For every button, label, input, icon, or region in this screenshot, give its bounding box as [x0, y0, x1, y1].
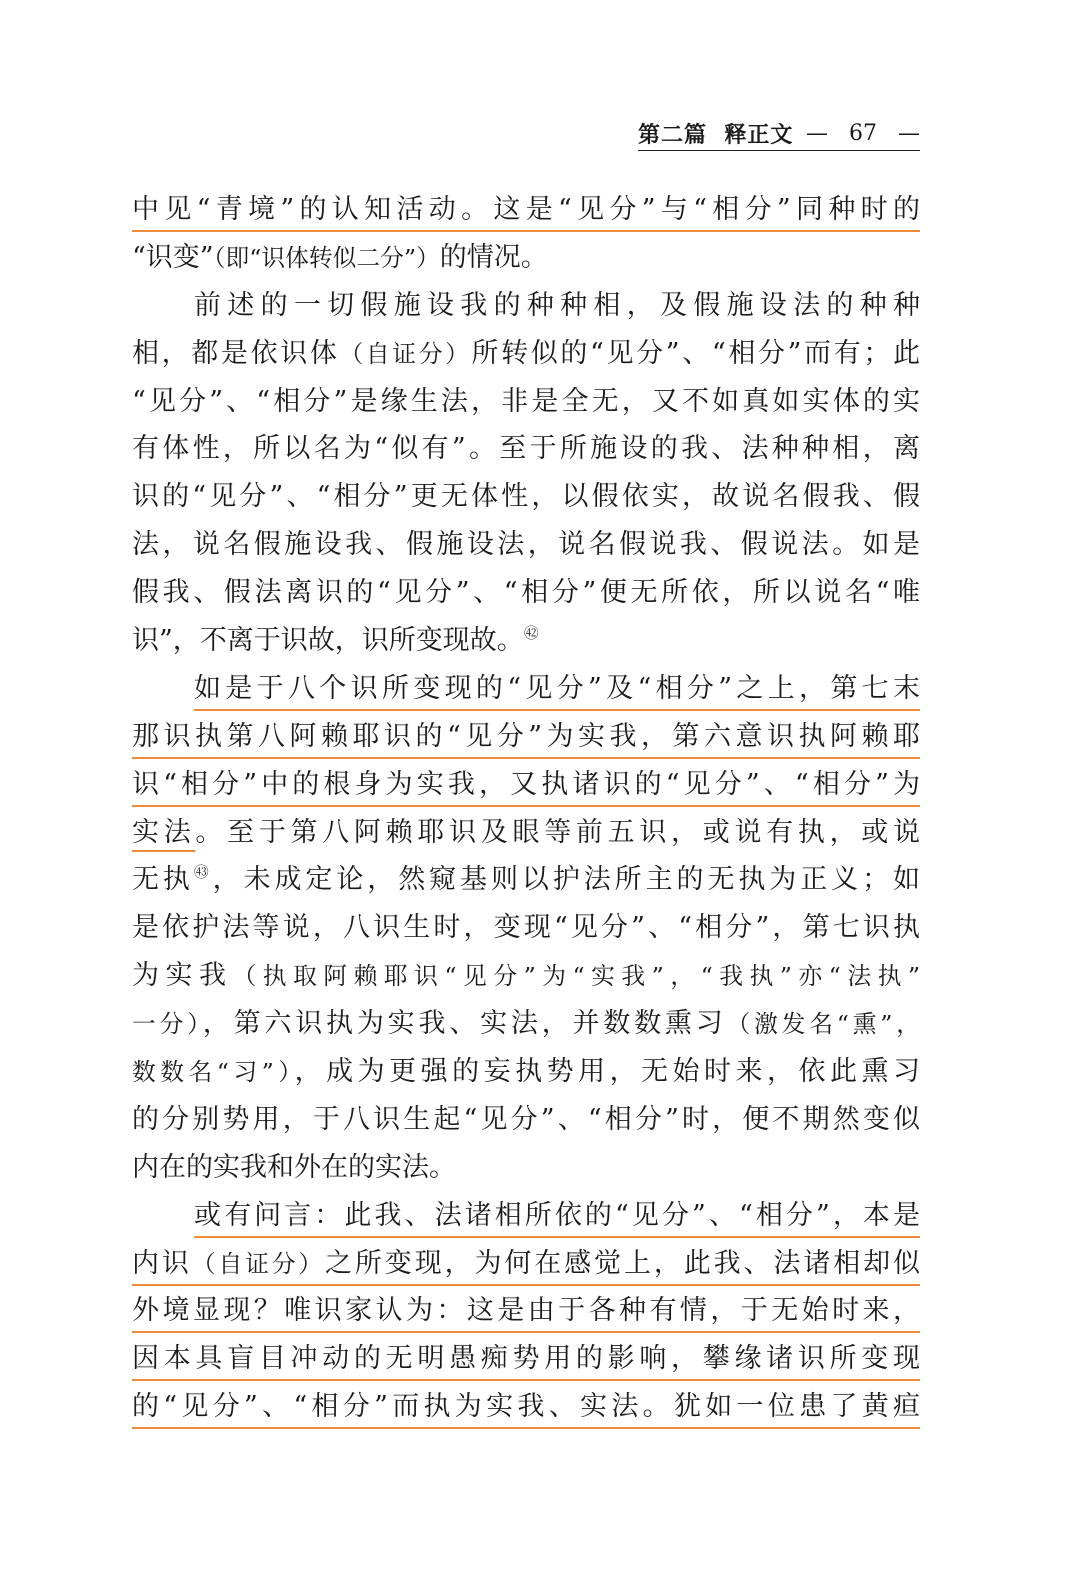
text-segment: 识“相分”中的根身为实我，又执诸识的“见分”、“相分”为 [132, 768, 920, 800]
text-line [132, 425, 920, 473]
text-segment: 中见“青境”的认知活动。这是“见分”与“相分”同种时的 [132, 194, 920, 225]
text-segment: 识的“见分”、“相分”更无体性，以假依实，故说名假我、假 [132, 481, 920, 513]
parenthetical-note: （执取阿赖耶识“见分”为“实我”，“我执”亦“法执” [232, 962, 921, 991]
text-line [132, 521, 920, 569]
text-segment: 如是于八个识所变现的“见分”及“相分”之上，第七末 [194, 672, 920, 704]
text-line [132, 904, 920, 952]
parenthetical-note: 一分） [132, 1010, 203, 1039]
highlight-underline [194, 709, 920, 711]
text-line [132, 1144, 920, 1192]
text-segment: 的情况。 [439, 241, 548, 273]
text-segment: 或有问言：此我、法诸相所依的“见分”、“相分”，本是 [194, 1199, 920, 1231]
highlight-underline [132, 805, 920, 807]
text-line [132, 665, 920, 713]
text-segment: 那识执第八阿赖耶识的“见分”为实我，第六意识执阿赖耶 [132, 720, 920, 752]
text-line [132, 761, 920, 809]
text-line [132, 1192, 920, 1240]
body-text [132, 186, 920, 1431]
text-segment: 是依护法等说，八识生时，变现“见分”、“相分”，第七识执 [132, 912, 920, 944]
text-segment: 法，说名假施设我、假施设法，说名假说我、假说法。如是 [132, 529, 920, 561]
text-line [132, 234, 920, 282]
highlight-underline [132, 757, 920, 759]
text-line [132, 617, 920, 665]
text-line [132, 282, 920, 330]
text-line [132, 952, 920, 1000]
text-segment: 为实我 [132, 960, 233, 992]
text-line [132, 330, 920, 378]
text-line [132, 1335, 920, 1383]
text-segment: 有体性，所以名为“似有”。至于所施设的我、法种种相，离 [132, 433, 920, 465]
text-segment: 假我、假法离识的“见分”、“相分”便无所依，所以说名“唯 [132, 577, 920, 609]
chapter-title: 第二篇 释正文 [638, 121, 794, 148]
highlight-underline [132, 1379, 920, 1381]
text-line [132, 1383, 920, 1431]
highlight-underline [132, 1284, 920, 1286]
text-segment: 相，都是依识体 [132, 337, 340, 369]
text-line [132, 473, 920, 521]
parenthetical-note: （即“识体转似二分”） [213, 243, 440, 272]
parenthetical-note: （激发名“熏”， [726, 1010, 920, 1039]
text-line [132, 186, 920, 234]
parenthetical-note: （自证分） [339, 339, 472, 368]
highlight-underline [132, 1331, 920, 1333]
text-line [132, 1287, 920, 1335]
text-segment: ，第六识执为实我、实法，并数数熏习 [202, 1008, 727, 1040]
text-line [132, 378, 920, 426]
text-line [132, 856, 920, 904]
text-line [132, 1096, 920, 1144]
page-number: — 67 — [806, 120, 920, 146]
text-line [132, 713, 920, 761]
text-segment: 前述的一切假施设我的种种相，及假施设法的种种 [194, 289, 920, 321]
highlight-underline [132, 230, 920, 232]
text-segment: 无执 [132, 864, 194, 896]
text-segment: 识”，不离于识故，识所变现故。 [132, 625, 524, 657]
text-segment: 因本具盲目冲动的无明愚痴势用的影响，攀缘诸识所变现 [132, 1343, 920, 1375]
text-segment: 外境显现？唯识家认为：这是由于各种有情，于无始时来， [132, 1295, 920, 1327]
parenthetical-note: （自证分） [191, 1249, 326, 1278]
text-segment: 的分别势用，于八识生起“见分”、“相分”时，便不期然变似 [132, 1103, 920, 1135]
text-segment: 的“见分”、“相分”而执为实我、实法。犹如一位患了黄疸 [132, 1391, 920, 1423]
footnote-marker: ㊷ [523, 623, 539, 642]
highlight-underline [194, 1236, 920, 1238]
text-segment: ，未成定论，然窥基则以护法所主的无执为正义；如 [212, 864, 921, 896]
text-line [132, 569, 920, 617]
text-line [132, 1240, 920, 1288]
text-segment: “识变” [132, 241, 214, 273]
text-line [132, 1000, 920, 1048]
text-line [132, 809, 920, 857]
text-segment: “见分”、“相分”是缘生法，非是全无，又不如真如实体的实 [132, 385, 920, 417]
underlined-phrase: 实法 [132, 816, 196, 848]
text-segment: 。至于第八阿赖耶识及眼等前五识，或说有执，或说 [195, 816, 921, 848]
text-segment: 内在的实我和外在的实法。 [132, 1151, 456, 1183]
text-segment: ，成为更强的妄执势用，无始时来，依此熏习 [294, 1056, 921, 1088]
parenthetical-note: 数数名“习”） [132, 1058, 295, 1087]
footnote-marker: ㊸ [193, 863, 213, 882]
highlight-underline [132, 1427, 920, 1429]
text-segment: 之所变现，为何在感觉上，此我、法诸相却似 [325, 1247, 920, 1279]
text-segment: 内识 [132, 1247, 192, 1279]
running-header [638, 116, 920, 151]
text-segment: 所转似的“见分”、“相分”而有；此 [471, 337, 920, 369]
text-line [132, 1048, 920, 1096]
